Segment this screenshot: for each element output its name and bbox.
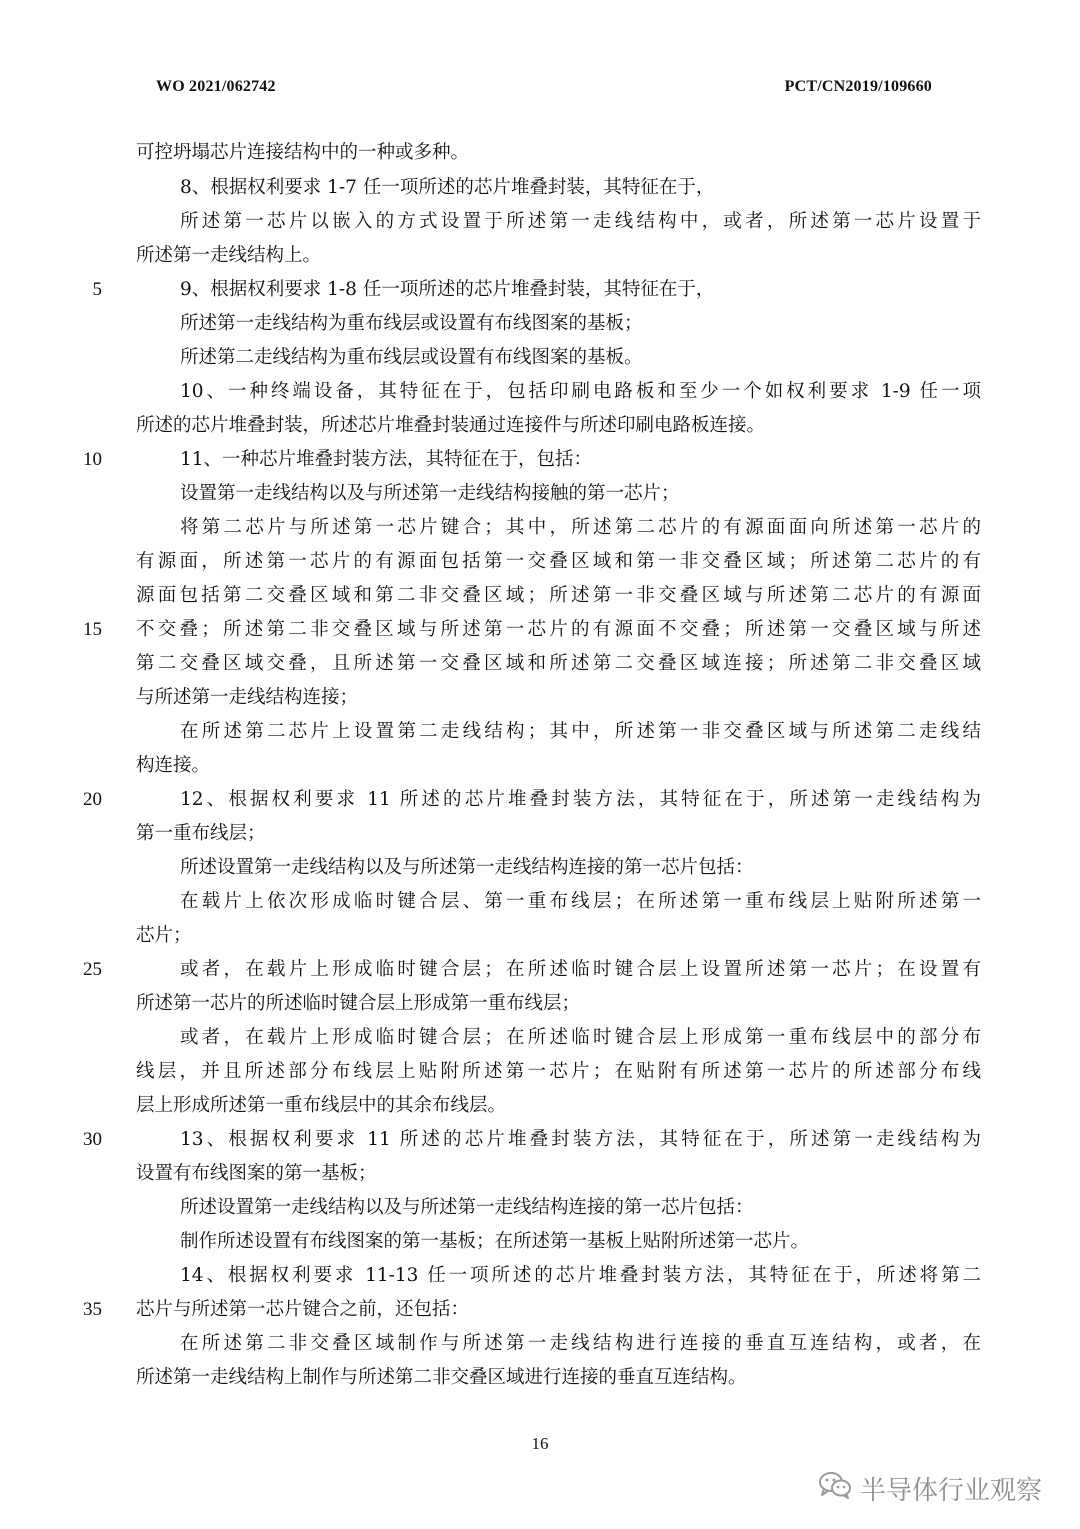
text-line: 或者，在载片上形成临时键合层；在所述临时键合层上设置所述第一芯片；在设置有 (180, 959, 981, 980)
text-line: 设置第一走线结构以及与所述第一走线结构接触的第一芯片； (180, 483, 680, 504)
line-number: 30 (83, 1129, 102, 1150)
text-line: 所述设置第一走线结构以及与所述第一走线结构连接的第一芯片包括： (180, 857, 754, 878)
text-line: 10、一种终端设备，其特征在于，包括印刷电路板和至少一个如权利要求 1-9 任一项 (180, 381, 981, 402)
text-line: 所述第一走线结构上制作与所述第二非交叠区域进行连接的垂直互连结构。 (136, 1367, 747, 1388)
text-line: 所述第一走线结构为重布线层或设置有布线图案的基板； (180, 313, 643, 334)
line-number: 5 (92, 279, 102, 300)
wechat-icon (818, 1470, 860, 1507)
text-line: 所述第一走线结构上。 (136, 245, 322, 266)
text-line: 9、根据权利要求 1-8 任一项所述的芯片堆叠封装，其特征在于， (180, 279, 715, 300)
text-line: 设置有布线图案的第一基板； (136, 1163, 377, 1184)
text-line: 层上形成所述第一重布线层中的其余布线层。 (136, 1095, 507, 1116)
text-line: 第一重布线层； (136, 823, 266, 844)
text-line: 所述第二走线结构为重布线层或设置有布线图案的基板。 (180, 347, 643, 368)
watermark (818, 1470, 1042, 1507)
text-line: 所述第一芯片以嵌入的方式设置于所述第一走线结构中，或者，所述第一芯片设置于 (180, 211, 981, 232)
text-line: 所述设置第一走线结构以及与所述第一走线结构连接的第一芯片包括： (180, 1197, 754, 1218)
text-line: 所述的芯片堆叠封装，所述芯片堆叠封装通过连接件与所述印刷电路板连接。 (136, 415, 766, 436)
text-line: 线层，并且所述部分布线层上贴附所述第一芯片；在贴附有所述第一芯片的所述部分布线 (136, 1061, 981, 1082)
text-line: 14、根据权利要求 11-13 任一项所述的芯片堆叠封装方法，其特征在于，所述将第二 (180, 1265, 981, 1286)
watermark-text: 半导体行业观察 (859, 1476, 1042, 1506)
text-line: 在所述第二芯片上设置第二走线结构；其中，所述第一非交叠区域与所述第二走线结 (180, 721, 981, 742)
text-line: 13、根据权利要求 11 所述的芯片堆叠封装方法，其特征在于，所述第一走线结构为 (180, 1129, 981, 1150)
text-line: 所述第一芯片的所述临时键合层上形成第一重布线层； (136, 993, 581, 1014)
text-line: 将第二芯片与所述第一芯片键合；其中，所述第二芯片的有源面面向所述第一芯片的 (180, 517, 981, 538)
text-line: 与所述第一走线结构连接； (136, 687, 359, 708)
text-line: 8、根据权利要求 1-7 任一项所述的芯片堆叠封装，其特征在于， (180, 177, 715, 198)
line-number: 10 (83, 449, 102, 470)
line-number: 15 (83, 619, 102, 640)
application-number: PCT/CN2019/109660 (784, 78, 932, 95)
text-line: 不交叠；所述第二非交叠区域与所述第一芯片的有源面不交叠；所述第一交叠区域与所述 (136, 619, 981, 640)
text-line: 构连接。 (136, 755, 211, 776)
text-line: 芯片与所述第一芯片键合之前，还包括： (136, 1299, 470, 1320)
text-line: 有源面，所述第一芯片的有源面包括第一交叠区域和第一非交叠区域；所述第二芯片的有 (136, 551, 981, 572)
text-line: 第二交叠区域交叠，且所述第一交叠区域和所述第二交叠区域连接；所述第二非交叠区域 (136, 653, 981, 674)
line-number: 20 (83, 789, 102, 810)
text-line: 制作所述设置有布线图案的第一基板；在所述第一基板上贴附所述第一芯片。 (180, 1231, 810, 1252)
text-line: 12、根据权利要求 11 所述的芯片堆叠封装方法，其特征在于，所述第一走线结构为 (180, 789, 981, 810)
text-line: 源面包括第二交叠区域和第二非交叠区域；所述第一非交叠区域与所述第二芯片的有源面 (136, 585, 981, 606)
text-line: 11、一种芯片堆叠封装方法，其特征在于，包括： (180, 449, 593, 470)
text-line: 可控坍塌芯片连接结构中的一种或多种。 (136, 142, 470, 163)
publication-number: WO 2021/062742 (156, 78, 276, 95)
text-line: 芯片； (136, 925, 192, 946)
line-number: 25 (83, 959, 102, 980)
page-number: 16 (531, 1434, 549, 1453)
text-line: 在载片上依次形成临时键合层、第一重布线层；在所述第一重布线层上贴附所述第一 (180, 891, 981, 912)
line-number: 35 (83, 1299, 102, 1320)
text-line: 或者，在载片上形成临时键合层；在所述临时键合层上形成第一重布线层中的部分布 (180, 1027, 981, 1048)
text-line: 在所述第二非交叠区域制作与所述第一走线结构进行连接的垂直互连结构，或者，在 (180, 1333, 981, 1354)
